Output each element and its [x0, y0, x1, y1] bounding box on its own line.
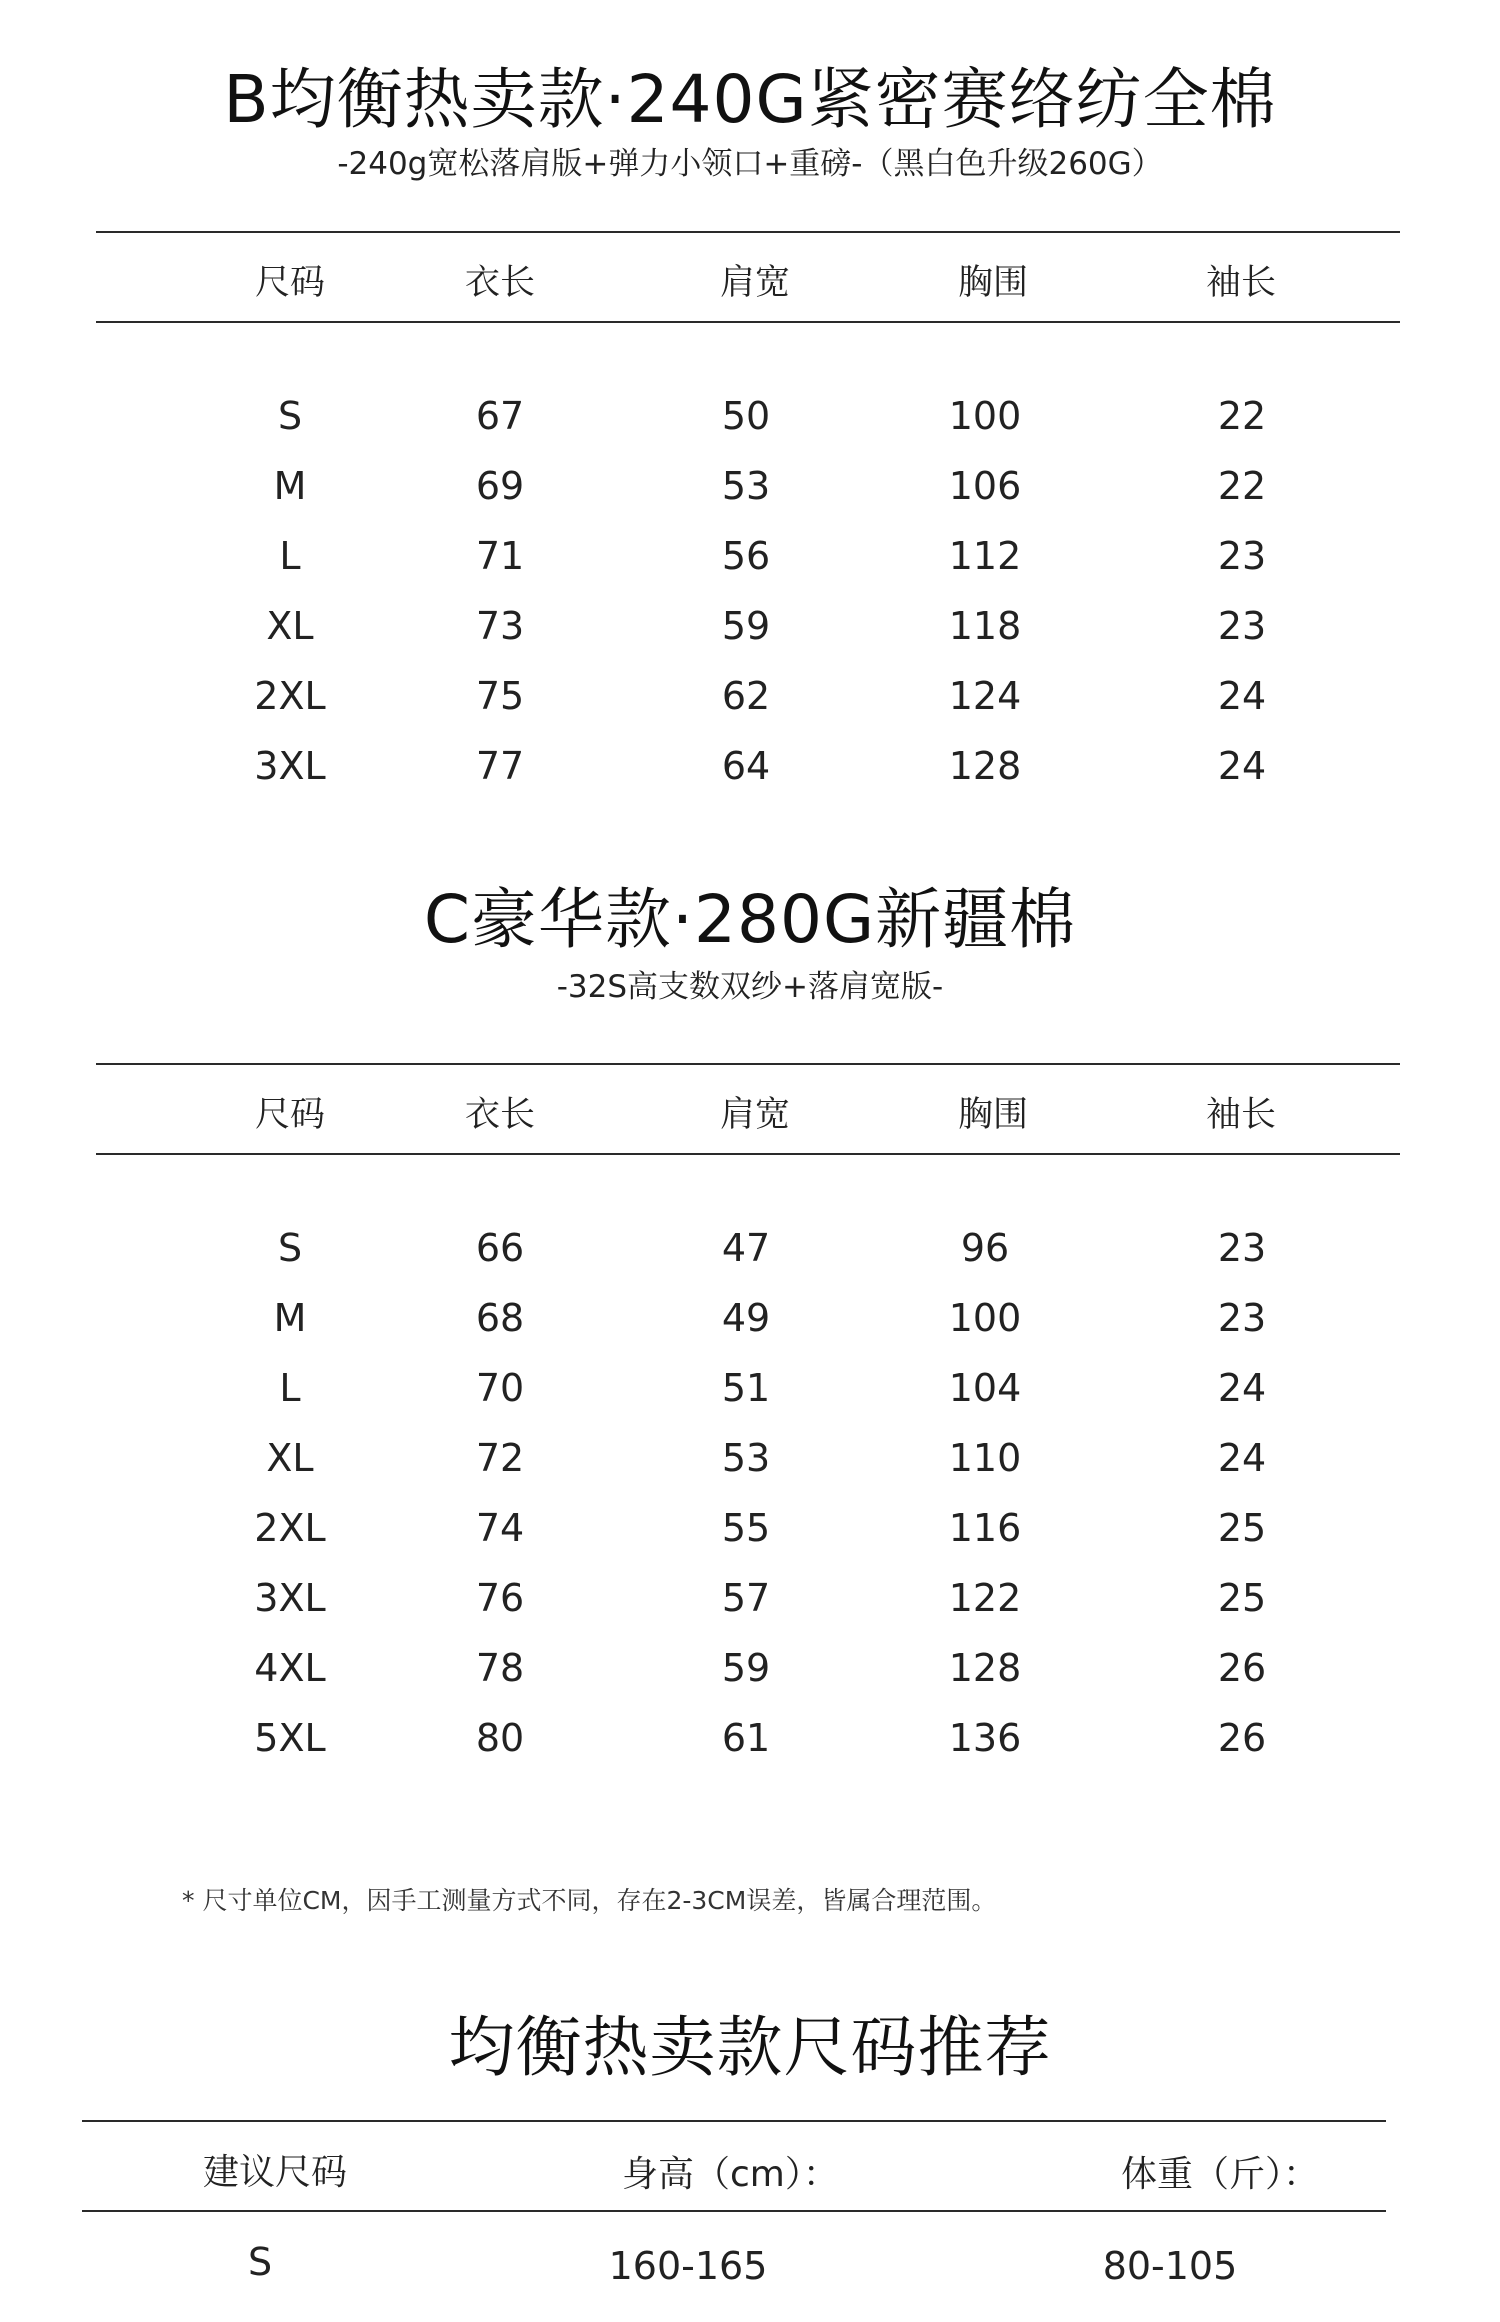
section-b-header-size: 尺码 [254, 263, 325, 303]
table-cell: 68 [475, 1296, 525, 1340]
table-cell: 23 [1217, 1226, 1267, 1270]
table-cell: 55 [721, 1506, 771, 1550]
table-cell: 23 [1217, 604, 1267, 648]
section-c-header-bottom-rule [96, 1153, 1400, 1155]
table-cell: M [273, 464, 307, 508]
table-cell: 70 [475, 1366, 525, 1410]
table-cell: 110 [948, 1436, 1022, 1480]
table-cell: 24 [1217, 744, 1267, 788]
table-cell: 61 [721, 1716, 771, 1760]
recommend-header-weight: 体重（斤）： [1120, 2154, 1319, 2195]
section-c-header-sleeve: 袖长 [1205, 1095, 1276, 1135]
table-cell: 112 [948, 534, 1022, 578]
measurement-note: * 尺寸单位CM，因手工测量方式不同，存在2-3CM误差，皆属合理范围。 [182, 1886, 997, 1915]
table-cell: 128 [948, 1646, 1022, 1690]
table-cell: 51 [721, 1366, 771, 1410]
section-b-header-length: 衣长 [464, 263, 535, 303]
section-b-header-top-rule [96, 231, 1400, 233]
table-cell: 24 [1217, 1366, 1267, 1410]
table-cell: 100 [948, 394, 1022, 438]
section-c-subtitle: -32S高支数双纱+落肩宽版- [556, 969, 944, 1005]
table-cell: 2XL [254, 1506, 326, 1550]
section-b-subtitle: -240g宽松落肩版+弹力小领口+重磅-（黑白色升级260G） [337, 146, 1163, 182]
table-cell: S [277, 1226, 303, 1270]
table-cell: 80 [475, 1716, 525, 1760]
table-cell: 64 [721, 744, 771, 788]
table-cell: 26 [1217, 1716, 1267, 1760]
table-cell: 53 [721, 464, 771, 508]
table-cell: XL [266, 1436, 314, 1480]
table-cell: 78 [475, 1646, 525, 1690]
table-cell: 25 [1217, 1506, 1267, 1550]
section-b-header-sleeve: 袖长 [1205, 263, 1276, 303]
section-c-title: C豪华款·280G新疆棉 [423, 881, 1077, 958]
table-cell: 118 [948, 604, 1022, 648]
section-b-header-shoulder: 肩宽 [719, 263, 790, 303]
table-cell: 22 [1217, 464, 1267, 508]
table-cell: 50 [721, 394, 771, 438]
table-cell: 56 [721, 534, 771, 578]
table-cell: 124 [948, 674, 1022, 718]
section-c-header-top-rule [96, 1063, 1400, 1065]
table-cell: 106 [948, 464, 1022, 508]
table-cell: 75 [475, 674, 525, 718]
table-cell: 116 [948, 1506, 1022, 1550]
table-cell: 69 [475, 464, 525, 508]
table-cell: S [277, 394, 303, 438]
recommend-title: 均衡热卖款尺码推荐 [448, 2009, 1052, 2086]
section-c-header-shoulder: 肩宽 [719, 1095, 790, 1135]
recommend-header-bottom-rule [82, 2210, 1386, 2212]
table-cell: 100 [948, 1296, 1022, 1340]
table-cell: 71 [475, 534, 525, 578]
table-cell: 80-105 [1102, 2244, 1238, 2288]
table-cell: 57 [721, 1576, 771, 1620]
table-cell: 59 [721, 604, 771, 648]
table-cell: 76 [475, 1576, 525, 1620]
table-cell: 23 [1217, 1296, 1267, 1340]
table-cell: 26 [1217, 1646, 1267, 1690]
table-cell: 2XL [254, 674, 326, 718]
recommend-header-top-rule [82, 2120, 1386, 2122]
recommend-header-size: 建议尺码 [202, 2152, 347, 2193]
table-cell: 62 [721, 674, 771, 718]
table-cell: 73 [475, 604, 525, 648]
table-cell: 128 [948, 744, 1022, 788]
table-cell: 77 [475, 744, 525, 788]
table-cell: 74 [475, 1506, 525, 1550]
table-cell: 25 [1217, 1576, 1267, 1620]
table-cell: 53 [721, 1436, 771, 1480]
section-b-header-chest: 胸围 [957, 263, 1028, 303]
table-cell: 59 [721, 1646, 771, 1690]
table-cell: 122 [948, 1576, 1022, 1620]
table-cell: 23 [1217, 534, 1267, 578]
table-cell: 24 [1217, 674, 1267, 718]
table-cell: L [279, 534, 301, 578]
table-cell: 49 [721, 1296, 771, 1340]
table-cell: 104 [948, 1366, 1022, 1410]
table-cell: 66 [475, 1226, 525, 1270]
section-c-header-chest: 胸围 [957, 1095, 1028, 1135]
table-cell: 67 [475, 394, 525, 438]
table-cell: 96 [960, 1226, 1010, 1270]
table-cell: 72 [475, 1436, 525, 1480]
table-cell: 160-165 [608, 2244, 768, 2288]
table-cell: XL [266, 604, 314, 648]
table-cell: M [273, 1296, 307, 1340]
table-cell: 47 [721, 1226, 771, 1270]
table-cell: 4XL [254, 1646, 326, 1690]
table-cell: 24 [1217, 1436, 1267, 1480]
table-cell: 22 [1217, 394, 1267, 438]
section-b-header-bottom-rule [96, 321, 1400, 323]
section-c-header-length: 衣长 [464, 1095, 535, 1135]
table-cell: S [247, 2240, 273, 2284]
table-cell: 136 [948, 1716, 1022, 1760]
section-b-title: B均衡热卖款·240G紧密赛络纺全棉 [223, 61, 1277, 138]
table-cell: 3XL [254, 744, 326, 788]
table-cell: L [279, 1366, 301, 1410]
table-cell: 3XL [254, 1576, 326, 1620]
recommend-header-height: 身高（cm）： [622, 2154, 839, 2195]
table-cell: 5XL [254, 1716, 326, 1760]
section-c-header-size: 尺码 [254, 1095, 325, 1135]
